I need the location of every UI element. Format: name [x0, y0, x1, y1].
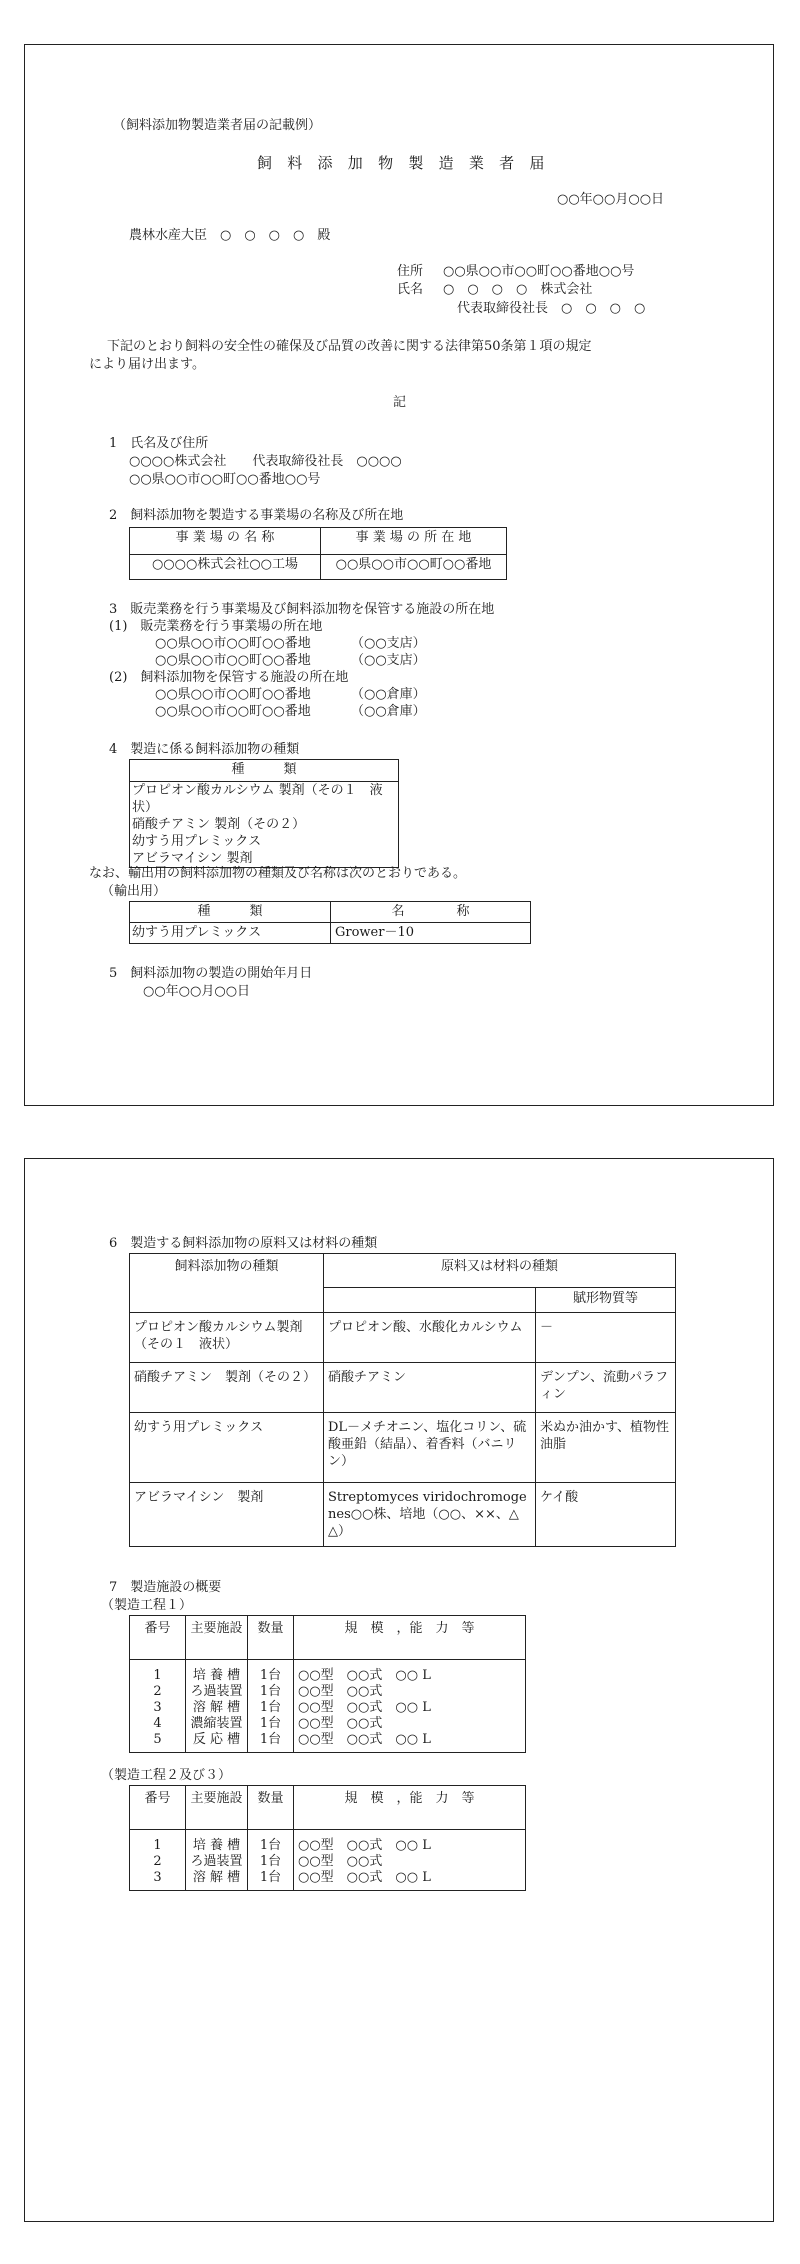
workplace-name-cell: ○○○○株式会社○○工場	[130, 555, 321, 580]
body-line-2: により届け出ます。	[89, 357, 205, 372]
export-type-header: 種 類	[130, 902, 331, 923]
storage-address: ○○県○○市○○町○○番地	[155, 704, 311, 719]
document-page-1	[24, 44, 774, 1106]
materials-table	[129, 1253, 676, 1547]
excipient-cell: 米ぬか油かす、植物性油脂	[536, 1413, 676, 1483]
types-header: 種 類	[130, 760, 399, 782]
row-spec: ○○型 ○○式 ○○ L	[298, 1870, 431, 1885]
name-value: ○ ○ ○ ○ 株式会社	[443, 282, 593, 297]
export-type-cell: 幼すう用プレミックス	[130, 923, 331, 944]
section-1-heading: 1 氏名及び住所	[109, 436, 209, 451]
no-header: 番号	[130, 1616, 186, 1660]
row-facility: 培 養 槽	[192, 1838, 241, 1853]
facility-table-process-2	[129, 1785, 526, 1891]
excipient-cell: －	[536, 1313, 676, 1363]
sales-office-address: ○○県○○市○○町○○番地	[155, 653, 311, 668]
section-7-heading: 7 製造施設の概要	[109, 1580, 222, 1595]
address-value: ○○県○○市○○町○○番地○○号	[443, 264, 635, 279]
excipient-cell: デンプン、流動パラフィン	[536, 1363, 676, 1413]
row-qty: 1台	[259, 1700, 282, 1715]
example-note: （飼料添加物製造業者届の記載例）	[113, 118, 322, 133]
material-header-blank	[324, 1288, 536, 1313]
row-facility: ろ過装置	[190, 1854, 243, 1869]
row-facility: 濃縮装置	[190, 1716, 243, 1731]
no-column	[130, 1660, 186, 1753]
additive-types-table	[129, 759, 399, 868]
row-qty: 1台	[259, 1716, 282, 1731]
row-no: 3	[153, 1870, 162, 1885]
qty-column	[248, 1830, 294, 1891]
row-qty: 1台	[259, 1854, 282, 1869]
type-item: アビラマイシン 製剤	[132, 851, 253, 866]
row-facility: 溶 解 槽	[192, 1870, 241, 1885]
section-3-heading: 3 販売業務を行う事業場及び飼料添加物を保管する施設の所在地	[109, 602, 495, 617]
section-1-line-1: ○○○○株式会社 代表取締役社長 ○○○○	[129, 454, 402, 469]
sales-office-address: ○○県○○市○○町○○番地	[155, 636, 311, 651]
section-2-heading: 2 飼料添加物を製造する事業場の名称及び所在地	[109, 508, 404, 523]
row-spec: ○○型 ○○式	[298, 1854, 383, 1869]
facility-column	[186, 1660, 248, 1753]
section-4-heading: 4 製造に係る飼料添加物の種類	[109, 742, 300, 757]
additive-type-cell: アビラマイシン 製剤	[130, 1483, 324, 1547]
facility-header: 主要施設	[186, 1786, 248, 1830]
export-label: （輸出用）	[101, 884, 167, 899]
ki-heading: 記	[393, 395, 407, 410]
export-name-header: 名 称	[331, 902, 531, 923]
qty-column	[248, 1660, 294, 1753]
row-spec: ○○型 ○○式 ○○ L	[298, 1838, 431, 1853]
row-facility: 溶 解 槽	[192, 1700, 241, 1715]
row-spec: ○○型 ○○式 ○○ L	[298, 1732, 431, 1747]
start-date: ○○年○○月○○日	[143, 984, 251, 999]
material-cell: Streptomyces viridochromogenes○○株、培地（○○、××、△△）	[324, 1483, 536, 1547]
spec-column	[294, 1830, 526, 1891]
sales-office-tag: （○○支店）	[351, 653, 426, 668]
types-list-cell	[130, 782, 399, 868]
qty-header: 数量	[248, 1616, 294, 1660]
export-name-cell: Grower－10	[331, 923, 531, 944]
spec-header: 規 模 ，能 力 等	[294, 1616, 526, 1660]
material-cell: DL－メチオニン、塩化コリン、硫酸亜鉛（結晶）、着香料（バニリン）	[324, 1413, 536, 1483]
section-5-heading: 5 飼料添加物の製造の開始年月日	[109, 966, 313, 981]
row-no: 5	[153, 1732, 162, 1747]
spec-header: 規 模 ，能 力 等	[294, 1786, 526, 1830]
material-cell: 硝酸チアミン	[324, 1363, 536, 1413]
workplace-name-header: 事 業 場 の 名 称	[130, 528, 321, 555]
export-note: なお、輸出用の飼料添加物の種類及び名称は次のとおりである。	[89, 866, 467, 881]
additive-type-cell: 硝酸チアミン 製剤（その２）	[130, 1363, 324, 1413]
excipient-cell: ケイ酸	[536, 1483, 676, 1547]
workplace-location-header: 事 業 場 の 所 在 地	[321, 528, 507, 555]
facility-table-process-1	[129, 1615, 526, 1753]
row-no: 4	[153, 1716, 162, 1731]
process-1-label: （製造工程１）	[101, 1598, 193, 1613]
storage-tag: （○○倉庫）	[351, 704, 426, 719]
workplace-location-cell: ○○県○○市○○町○○番地	[321, 555, 507, 580]
process-2-label: （製造工程２及び３）	[101, 1768, 232, 1783]
row-qty: 1台	[259, 1684, 282, 1699]
facility-column	[186, 1830, 248, 1891]
row-facility: 反 応 槽	[192, 1732, 241, 1747]
document-title: 飼 料 添 加 物 製 造 業 者 届	[257, 154, 550, 172]
row-qty: 1台	[259, 1838, 282, 1853]
type-item: 幼すう用プレミックス	[132, 834, 262, 849]
type-item: 硝酸チアミン 製剤（その２）	[132, 817, 306, 832]
qty-header: 数量	[248, 1786, 294, 1830]
no-header: 番号	[130, 1786, 186, 1830]
body-line-1: 下記のとおり飼料の安全性の確保及び品質の改善に関する法律第50条第１項の規定	[107, 339, 592, 354]
material-cell: プロピオン酸、水酸化カルシウム	[324, 1313, 536, 1363]
additive-type-cell: プロピオン酸カルシウム製剤（その１ 液状）	[130, 1313, 324, 1363]
row-no: 3	[153, 1700, 162, 1715]
row-no: 1	[153, 1838, 162, 1853]
row-no: 2	[153, 1854, 162, 1869]
type-item: プロピオン酸カルシウム 製剤（その１ 液状）	[132, 783, 383, 815]
additive-type-cell: 幼すう用プレミックス	[130, 1413, 324, 1483]
spec-column	[294, 1660, 526, 1753]
section-6-heading: 6 製造する飼料添加物の原料又は材料の種類	[109, 1236, 378, 1251]
row-no: 2	[153, 1684, 162, 1699]
section-1-line-2: ○○県○○市○○町○○番地○○号	[129, 472, 321, 487]
row-no: 1	[153, 1668, 162, 1683]
row-qty: 1台	[259, 1668, 282, 1683]
row-spec: ○○型 ○○式 ○○ L	[298, 1700, 431, 1715]
document-page-2	[24, 1158, 774, 2222]
row-qty: 1台	[259, 1732, 282, 1747]
storage-tag: （○○倉庫）	[351, 687, 426, 702]
row-spec: ○○型 ○○式	[298, 1716, 383, 1731]
section-3-sub-1: (1) 販売業務を行う事業場の所在地	[109, 619, 323, 634]
material-type-header: 原料又は材料の種類	[324, 1254, 676, 1288]
row-facility: 培 養 槽	[192, 1668, 241, 1683]
export-table	[129, 901, 531, 944]
sales-office-tag: （○○支店）	[351, 636, 426, 651]
additive-type-header: 飼料添加物の種類	[130, 1254, 324, 1313]
row-facility: ろ過装置	[190, 1684, 243, 1699]
row-spec: ○○型 ○○式 ○○ L	[298, 1668, 431, 1683]
excipient-header: 賦形物質等	[536, 1288, 676, 1313]
facility-header: 主要施設	[186, 1616, 248, 1660]
name-label: 氏名	[397, 282, 424, 297]
row-qty: 1台	[259, 1870, 282, 1885]
representative: 代表取締役社長 ○ ○ ○ ○	[457, 301, 646, 316]
storage-address: ○○県○○市○○町○○番地	[155, 687, 311, 702]
submission-date: ○○年○○月○○日	[557, 192, 665, 207]
addressee: 農林水産大臣 ○ ○ ○ ○ 殿	[129, 228, 331, 243]
no-column	[130, 1830, 186, 1891]
section-3-sub-2: (2) 飼料添加物を保管する施設の所在地	[109, 670, 349, 685]
workplace-table	[129, 527, 507, 580]
address-label: 住所	[397, 264, 424, 279]
row-spec: ○○型 ○○式	[298, 1684, 383, 1699]
